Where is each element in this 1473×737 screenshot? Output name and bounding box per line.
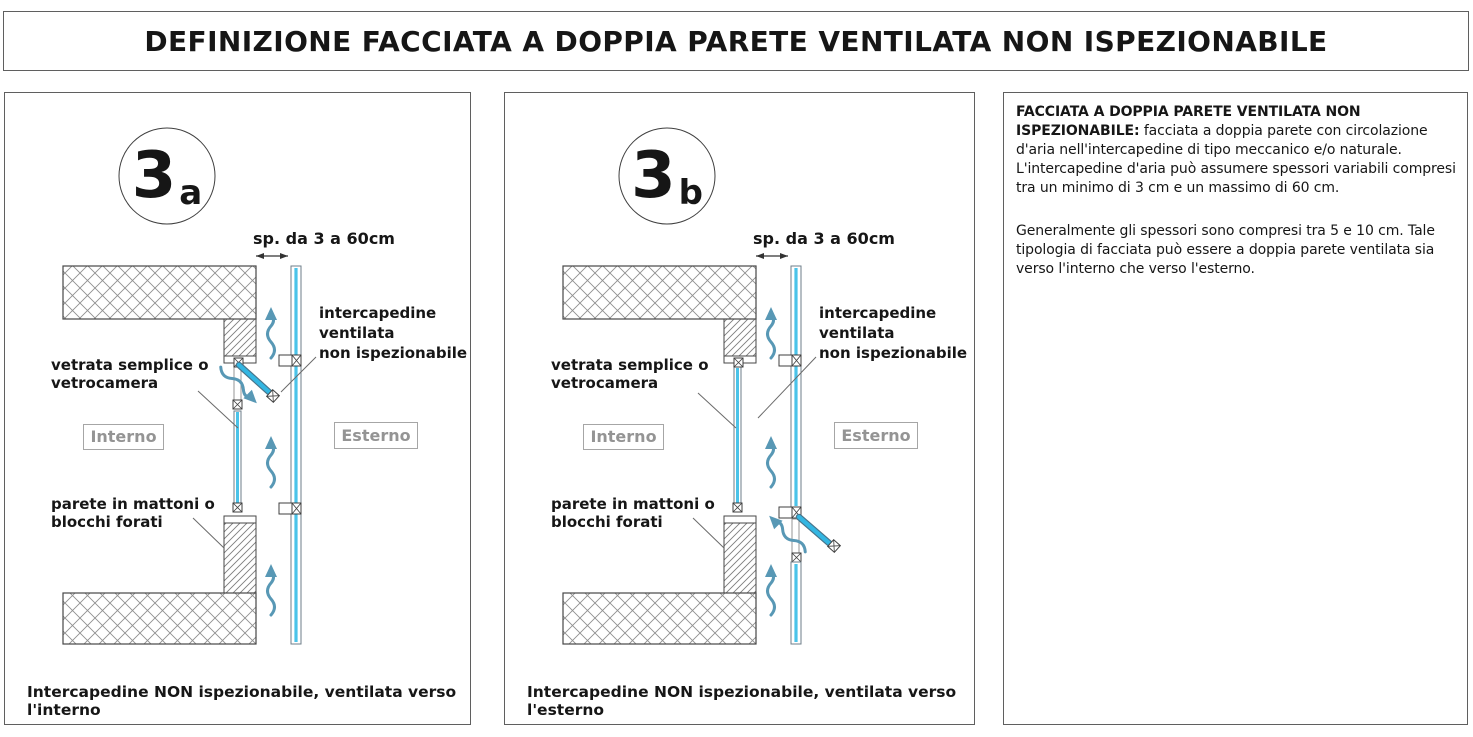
interior-tag: Interno [83,424,164,450]
diagram-3a [5,93,469,723]
exterior-tag: Esterno [834,422,918,449]
badge-number: 3 [131,139,177,213]
panel-3b [504,92,975,725]
inner-glazing [733,358,743,512]
ceiling-slab [63,266,256,363]
title-bar [3,11,1469,71]
panel-caption: Intercapedine NON ispezionabile, ventilata verso l'esterno [527,683,957,719]
outer-glazing [279,266,301,644]
definition-lead: FACCIATA A DOPPIA PARETE VENTILATA NON ISPEZIONABILE: [1016,104,1361,139]
cavity-label: intercapedine ventilata non ispezionabile [819,304,968,362]
panel-3a [4,92,471,725]
badge-number: 3 [631,139,676,213]
definition-paragraph-2: Generalmente gli spessori sono compresi tra 5 e 10 cm. Tale tipologia di facciata può essere a doppia parete ventilata sia verso l'interno che verso l'esterno. [1016,223,1435,277]
panel-caption: Intercapedine NON ispezionabile, ventilata verso l'interno [27,683,457,719]
page-title: DEFINIZIONE FACCIATA A DOPPIA PARETE VENTILATA NON ISPEZIONABILE [144,24,1328,58]
diagram-3b [505,93,973,723]
dimension-arrow [256,253,288,259]
glazing-label: vetrata semplice o vetrocamera [551,356,709,392]
brick-wall-label: parete in mattoni o blocchi forati [51,495,215,531]
cavity-label: intercapedine ventilata non ispezionabile [319,304,468,362]
detail-badge-3a [119,128,215,224]
floor-slab [563,516,756,644]
outer-glazing [779,266,801,644]
dimension-arrow [756,253,788,259]
glazing-label: vetrata semplice o vetrocamera [51,356,209,392]
definition-paragraph-1 [1016,103,1457,198]
cavity-dimension-label: sp. da 3 a 60cm [253,229,395,248]
floor-slab [63,516,256,644]
airflow-arrows [765,307,810,615]
definition-body: facciata a doppia parete con circolazione d'aria nell'intercapedine di tipo meccanico e/o naturale. L'intercapedine d'aria può assumere spessori variabili compresi tra un minimo di 3 cm e un massimo di 60 cm. [1016,123,1456,196]
detail-badge-3b [619,128,715,224]
exterior-tag: Esterno [334,422,418,449]
ceiling-slab [563,266,756,363]
definition-panel [1003,92,1468,725]
badge-letter: b [678,173,703,213]
brick-wall-label: parete in mattoni o blocchi forati [551,495,715,531]
interior-tag: Interno [583,424,664,450]
cavity-dimension-label: sp. da 3 a 60cm [753,229,895,248]
badge-letter: a [179,173,203,213]
